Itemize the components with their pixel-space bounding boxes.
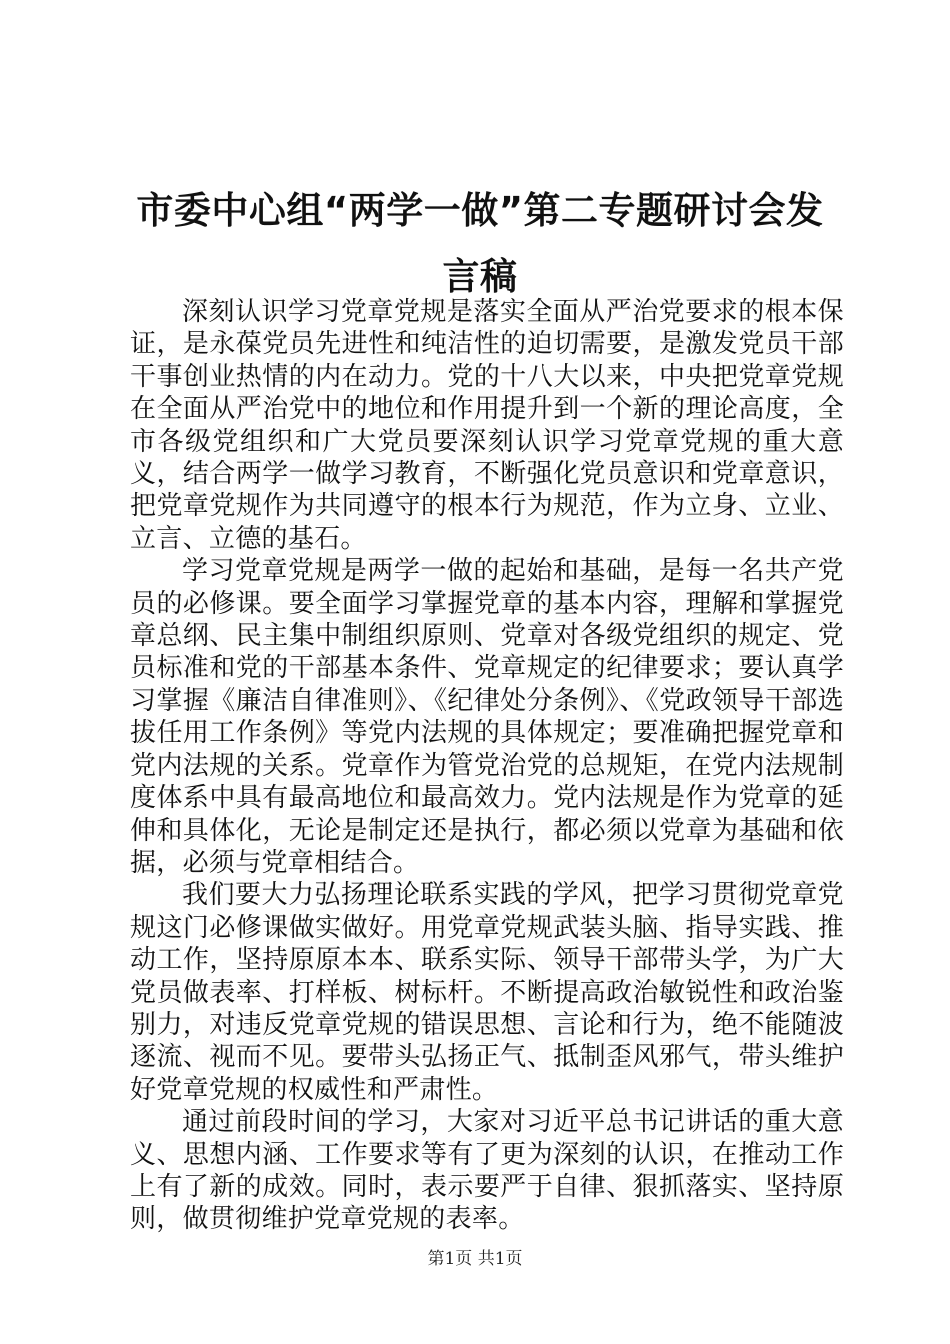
- paragraph-3: 我们要大力弘扬理论联系实践的学风，把学习贯彻党章党规这门必修课做实做好。用党章党规武装头脑、指导实践、推动工作，坚持原原本本、联系实际、领导干部带头学，为广大党员做表率、打样板、树标杆。不断提高政治敏锐性和政治鉴别力，对违反党章党规的错误思想、言论和行为，绝不能随波逐流、视而不见。要带头弘扬正气、抵制歪风邪气，带头维护好党章党规的权威性和严肃性。: [130, 880, 844, 1105]
- paragraph-1: 深刻认识学习党章党规是落实全面从严治党要求的根本保证，是永葆党员先进性和纯洁性的迫切需要，是激发党员干部干事创业热情的内在动力。党的十八大以来，中央把党章党规在全面从严治党中的地位和作用提升到一个新的理论高度，全市各级党组织和广大党员要深刻认识学习党章党规的重大意义，结合两学一做学习教育，不断强化党员意识和党章意识，把党章党规作为共同遵守的根本行为规范，作为立身、立业、立言、立德的基石。: [130, 297, 844, 554]
- page-footer: 第1页 共1页: [427, 1249, 523, 1269]
- paragraph-2: 学习党章党规是两学一做的起始和基础，是每一名共产党员的必修课。要全面学习掌握党章的基本内容，理解和掌握党章总纲、民主集中制组织原则、党章对各级党组织的规定、党员标准和党的干部基本条件、党章规定的纪律要求；要认真学习掌握《廉洁自律准则》、《纪律处分条例》、《党政领导干部选拔任用工作条例》等党内法规的具体规定；要准确把握党章和党内法规的关系。党章作为管党治党的总规矩，在党内法规制度体系中具有最高地位和最高效力。党内法规是作为党章的延伸和具体化，无论是制定还是执行，都必须以党章为基础和依据，必须与党章相结合。: [130, 556, 844, 878]
- document-body: [130, 296, 844, 1236]
- paragraph-4: 通过前段时间的学习，大家对习近平总书记讲话的重大意义、思想内涵、工作要求等有了更为深刻的认识，在推动工作上有了新的成效。同时，表示要严于自律、狠抓落实、坚持原则，做贯彻维护党章党规的表率。: [130, 1107, 844, 1235]
- document-title: 市委中心组“两学一做”第二专题研讨会发言稿: [136, 189, 824, 298]
